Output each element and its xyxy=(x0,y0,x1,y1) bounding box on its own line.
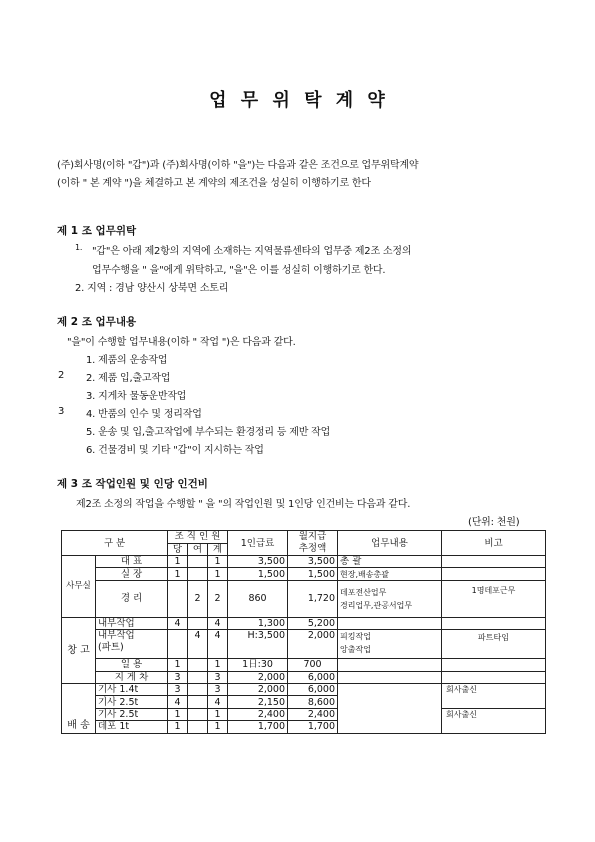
header-task: 업무내용 xyxy=(338,531,442,556)
article-3-heading: 제 3 조 작업인원 및 인당 인건비 xyxy=(57,478,208,490)
cell-name: 데포 1t xyxy=(96,721,168,733)
cell-gye: 4 xyxy=(208,696,228,708)
unit-label: (단위: 천원) xyxy=(468,517,520,528)
cell-pay: 1日:30 xyxy=(228,659,288,671)
group-office: 사무실 xyxy=(62,556,96,618)
cell-task xyxy=(338,671,442,683)
table-row xyxy=(62,659,546,671)
table-row xyxy=(62,580,546,617)
cell-dang: 4 xyxy=(168,617,188,629)
cell-name: 실 장 xyxy=(96,568,168,580)
cell-gye: 3 xyxy=(208,671,228,683)
cell-note: 회사출신 xyxy=(442,708,546,720)
cell-yeo xyxy=(188,696,208,708)
header-note: 비고 xyxy=(442,531,546,556)
cell-gye: 1 xyxy=(208,556,228,568)
group-delivery: 배 송 xyxy=(62,683,96,733)
article-3-lead: 제2조 소정의 작업을 수행할 " 을 "의 작업인원 및 1인당 인건비는 다음과 같다. xyxy=(76,499,411,510)
cell-pay: 1,300 xyxy=(228,617,288,629)
page-title: 업 무 위 탁 계 약 xyxy=(209,90,386,111)
article-2-item: 5. 운송 및 입,출고작업에 부수되는 환경정리 등 제반 작업 xyxy=(86,427,331,438)
cell-dang: 1 xyxy=(168,659,188,671)
cell-pay: 2,000 xyxy=(228,671,288,683)
article-2-item: 1. 제품의 운송작업 xyxy=(86,355,168,366)
table-row xyxy=(62,683,546,695)
cell-yeo xyxy=(188,659,208,671)
cell-yeo xyxy=(188,617,208,629)
article-2-heading: 제 2 조 업무내용 xyxy=(57,316,137,328)
article-1-item-2: 2. 지역 : 경남 양산시 상북면 소토리 xyxy=(75,283,229,294)
cell-pay: 2,000 xyxy=(228,683,288,695)
header-claim: 월지급 추정액 xyxy=(288,531,338,556)
cell-pay: 3,500 xyxy=(228,556,288,568)
cell-yeo xyxy=(188,556,208,568)
header-gubun: 구 분 xyxy=(62,531,168,556)
cell-dang: 1 xyxy=(168,721,188,733)
article-2-item: 2. 제품 입,출고작업 xyxy=(86,373,171,384)
cell-claim: 6,000 xyxy=(288,683,338,695)
cell-name: 내부작업 xyxy=(96,617,168,629)
cell-claim: 2,400 xyxy=(288,708,338,720)
table-row xyxy=(62,671,546,683)
cell-note xyxy=(442,696,546,708)
table-row xyxy=(62,721,546,733)
cell-dang: 4 xyxy=(168,696,188,708)
cell-name: 기사 2.5t xyxy=(96,708,168,720)
cell-name: 대 표 xyxy=(96,556,168,568)
cell-pay: 1,500 xyxy=(228,568,288,580)
cell-note xyxy=(442,659,546,671)
cell-yeo xyxy=(188,568,208,580)
cell-note: 회사출신 xyxy=(442,683,546,695)
cell-gye: 4 xyxy=(208,630,228,659)
cell-claim: 2,000 xyxy=(288,630,338,659)
cell-note: 파트타임 xyxy=(442,630,546,659)
cell-claim: 5,200 xyxy=(288,617,338,629)
cell-note: 1명데포근무 xyxy=(442,580,546,617)
cell-gye: 3 xyxy=(208,683,228,695)
cell-dang: 1 xyxy=(168,568,188,580)
cell-yeo xyxy=(188,721,208,733)
table-row xyxy=(62,708,546,720)
group-warehouse: 창 고 xyxy=(62,617,96,683)
cell-gye: 4 xyxy=(208,617,228,629)
article-2-item: 6. 건물경비 및 기타 "갑"이 지시하는 작업 xyxy=(86,445,264,456)
cell-yeo xyxy=(188,683,208,695)
header-yeo: 여 xyxy=(188,543,208,556)
margin-mark: 2 xyxy=(58,370,65,381)
cell-dang: 1 xyxy=(168,556,188,568)
cell-dang: 3 xyxy=(168,683,188,695)
article-1-item-1-line-1: "갑"은 아래 제2항의 지역에 소재하는 지역물류센타의 업무중 제2조 소정의 xyxy=(92,246,412,257)
table-header-row xyxy=(62,531,546,544)
cell-task xyxy=(338,617,442,629)
cell-dang: 3 xyxy=(168,671,188,683)
cell-pay: 2,150 xyxy=(228,696,288,708)
cell-name: 경 리 xyxy=(96,580,168,617)
cell-note xyxy=(442,671,546,683)
cell-claim: 3,500 xyxy=(288,556,338,568)
article-1-item-1-line-2: 업무수행을 " 을"에게 위탁하고, "을"은 이를 성실히 이행하기로 한다. xyxy=(92,265,386,276)
cell-name: 일 용 xyxy=(96,659,168,671)
cell-task: 현장,배송총괄 xyxy=(338,568,442,580)
cell-claim: 1,720 xyxy=(288,580,338,617)
table-row xyxy=(62,556,546,568)
cell-yeo: 2 xyxy=(188,580,208,617)
cell-claim: 6,000 xyxy=(288,671,338,683)
margin-mark: 3 xyxy=(58,406,65,417)
cell-note xyxy=(442,556,546,568)
cell-dang: 1 xyxy=(168,708,188,720)
cell-note xyxy=(442,721,546,733)
intro-line-1: (주)회사명(이하 "갑")과 (주)회사명(이하 "을")는 다음과 같은 조건으로 업무위탁계약 xyxy=(57,160,419,171)
intro-line-2: (이하 " 본 계약 ")을 체결하고 본 계약의 제조건을 성실히 이행하기로 한다 xyxy=(57,178,371,189)
cell-gye: 2 xyxy=(208,580,228,617)
table-row xyxy=(62,630,546,659)
cell-pay: 2,400 xyxy=(228,708,288,720)
cell-gye: 1 xyxy=(208,568,228,580)
staffing-table xyxy=(61,530,546,734)
cell-yeo: 4 xyxy=(188,630,208,659)
table-row xyxy=(62,617,546,629)
cell-dang xyxy=(168,580,188,617)
cell-claim: 1,500 xyxy=(288,568,338,580)
cell-task: 데포전산업무 경리업무,관공서업무 xyxy=(338,580,442,617)
cell-gye: 1 xyxy=(208,708,228,720)
cell-claim: 1,700 xyxy=(288,721,338,733)
cell-task xyxy=(338,659,442,671)
header-gye: 계 xyxy=(208,543,228,556)
cell-pay: 860 xyxy=(228,580,288,617)
cell-note xyxy=(442,568,546,580)
header-dang: 당 xyxy=(168,543,188,556)
cell-gye: 1 xyxy=(208,721,228,733)
table-row xyxy=(62,568,546,580)
article-1-item-1-number: 1. xyxy=(75,243,83,252)
cell-claim: 700 xyxy=(288,659,338,671)
cell-dang xyxy=(168,630,188,659)
cell-note xyxy=(442,617,546,629)
cell-task xyxy=(338,683,442,733)
cell-name: 기사 2.5t xyxy=(96,696,168,708)
cell-gye: 1 xyxy=(208,659,228,671)
cell-name: 내부작업 (파트) xyxy=(96,630,168,659)
cell-pay: 1,700 xyxy=(228,721,288,733)
header-pay: 1인급료 xyxy=(228,531,288,556)
article-2-lead: "을"이 수행할 업무내용(이하 " 작업 ")은 다음과 같다. xyxy=(67,337,296,348)
header-org: 조 직 인 원 xyxy=(168,531,228,544)
cell-name: 지 게 차 xyxy=(96,671,168,683)
cell-task: 피킹작업 앙출작업 xyxy=(338,630,442,659)
cell-claim: 8,600 xyxy=(288,696,338,708)
table-row xyxy=(62,696,546,708)
article-2-item: 3. 지게차 물동운반작업 xyxy=(86,391,187,402)
cell-task: 총 괄 xyxy=(338,556,442,568)
cell-name: 기사 1.4t xyxy=(96,683,168,695)
article-1-heading: 제 1 조 업무위탁 xyxy=(57,225,137,237)
cell-pay: H:3,500 xyxy=(228,630,288,659)
article-2-item: 4. 반품의 인수 및 정리작업 xyxy=(86,409,202,420)
cell-yeo xyxy=(188,708,208,720)
cell-yeo xyxy=(188,671,208,683)
